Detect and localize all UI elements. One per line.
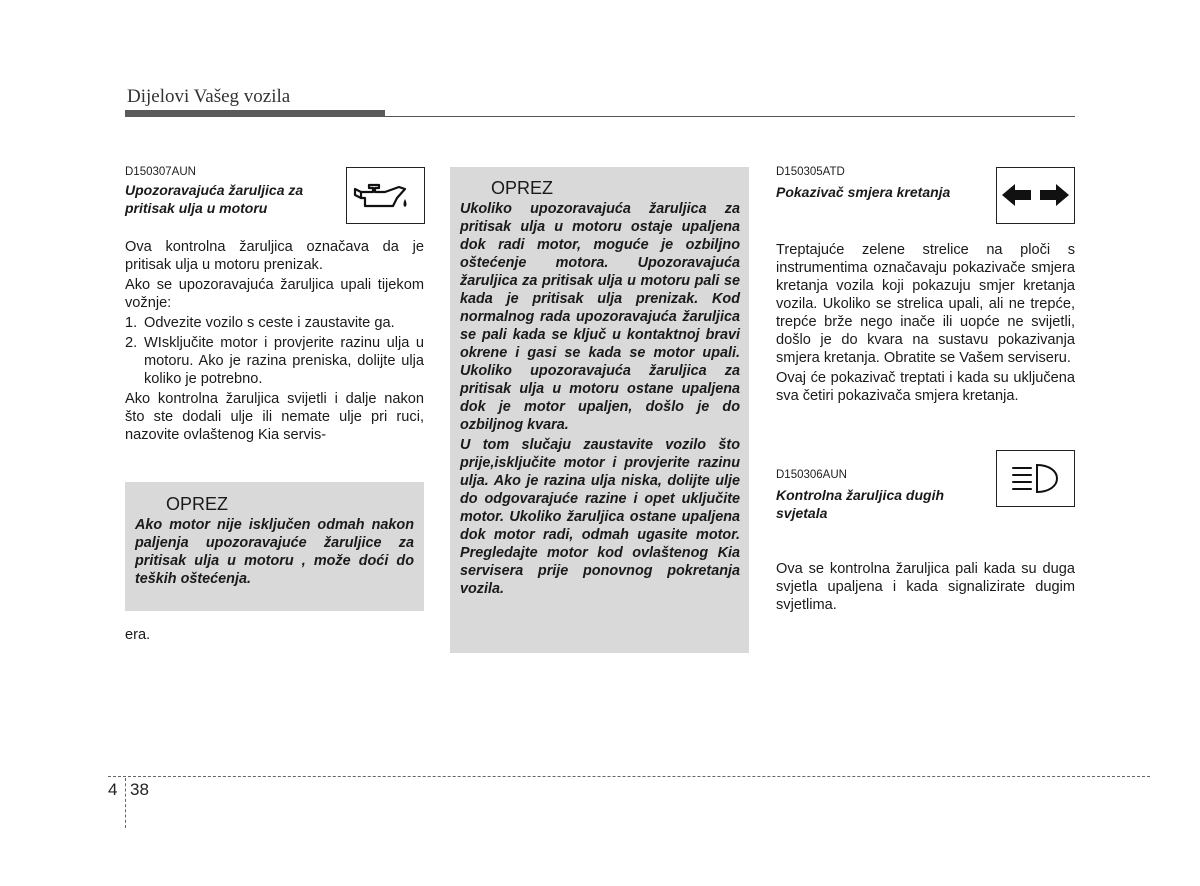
- caution-box-large: [450, 167, 749, 653]
- list-item: 1. Odvezite vozilo s ceste i zaustavite ga.: [125, 315, 395, 331]
- header-rule-thick: [125, 110, 385, 117]
- caution-title: OPREZ: [491, 178, 554, 198]
- section-subhead: Pokazivač smjera kretanja: [776, 184, 951, 200]
- paragraph: Ovaj će pokazivač treptati i kada su uključena sva četiri pokazivača smjera kretanja.: [776, 370, 1075, 404]
- turn-signal-arrows-icon: [997, 168, 1074, 223]
- left-tail: era.: [125, 627, 151, 643]
- section-subhead: Upozoravajuća žaruljica za pritisak ulja u motoru: [125, 182, 304, 216]
- footer-divider: [125, 778, 126, 828]
- section-code: D150307AUN: [125, 166, 196, 178]
- chapter-number: 4: [108, 780, 118, 799]
- list-item: 2. WIsključite motor i provjerite razinu ulja u motoru. Ako je razina preniska, dolijte ulja koliko je potrebno.: [125, 335, 424, 387]
- page-header-title: Dijelovi Vašeg vozila: [127, 86, 291, 107]
- high-beam-section: [776, 468, 988, 522]
- section-code: D150305ATD: [776, 166, 845, 178]
- high-beam-body: [776, 560, 1075, 614]
- caution-text: U tom slučaju zaustavite vozilo što prije,isključite motor i provjerite razinu ulja. Ako je razina ulja niska, dolijte ulje do odgovarajuće razine i opet uključite motor. Ukoliko žaruljica ostane upaljena dok motor radi, odmah ugasite motor. Pregledajte motor kod ovlaštenog Kia servisera prije ponovnog pokretanja vozila.: [460, 437, 740, 597]
- turn-signal-body: [776, 241, 1075, 405]
- left-body: [125, 238, 424, 444]
- caution-text: Ukoliko upozoravajuća žaruljica za pritisak ulja u motoru ostaje upaljena dok radi motor, moguće je ozbiljno oštećenje motora. Upozoravajuća žaruljica za pritisak ulja u motoru pali se kada je pritisak ulja prenizak. Kod normalnog rada upozoravajuća žaruljica se pali kada se ključ u kontaktnoj bravi okrene i gasi se kada se motor upali. Ukoliko upozoravajuća žaruljica za pritisak ulja u motoru ostane upaljena dok je motor upaljen, došlo je do ozbiljnog kvara.: [460, 201, 740, 433]
- section-code: D150306AUN: [776, 469, 847, 481]
- paragraph: Ako kontrolna žaruljica svijetli i dalje nakon što ste dodali ulje ili nemate ulje pri ruci, nazovite ovlaštenog Kia servis-: [125, 391, 424, 443]
- oil-pressure-icon-box: [346, 167, 425, 224]
- paragraph: Ako se upozoravajuća žaruljica upali tijekom vožnje:: [125, 277, 424, 311]
- caution-box: [125, 482, 424, 611]
- high-beam-icon-box: [996, 450, 1075, 507]
- paragraph: Ova se kontrolna žaruljica pali kada su duga svjetla upaljena i kada signalizirate dugim svjetlima.: [776, 561, 1075, 613]
- section-subhead: Kontrolna žaruljica dugih svjetala: [776, 487, 945, 521]
- steps-list: [125, 314, 424, 388]
- page-number: 38: [130, 780, 149, 799]
- high-beam-icon: [997, 451, 1074, 506]
- paragraph: Ova kontrolna žaruljica označava da je pritisak ulja u motoru prenizak.: [125, 239, 424, 273]
- caution-title: OPREZ: [166, 494, 229, 514]
- paragraph: Treptajuće zelene strelice na ploči s instrumentima označavaju pokazivače smjera kretanja vozila koji pokazuju smjer kretanja vozila. Ukoliko se strelica upali, ali ne trepće, trepće brže nego inače ili uopće ne svijetli, došlo je do kvara na sustavu pokazivanja smjera kretanja. Obratite se Vašem serviseru.: [776, 242, 1075, 366]
- turn-signal-icon-box: [996, 167, 1075, 224]
- oil-can-icon: [347, 168, 424, 223]
- caution-text: Ako motor nije isključen odmah nakon paljenja upozoravajuće žaruljice za pritisak ulja u motoru , može doći do teških oštećenja.: [135, 517, 414, 587]
- header-rule-thin: [385, 116, 1075, 117]
- footer-rule: [108, 776, 1150, 777]
